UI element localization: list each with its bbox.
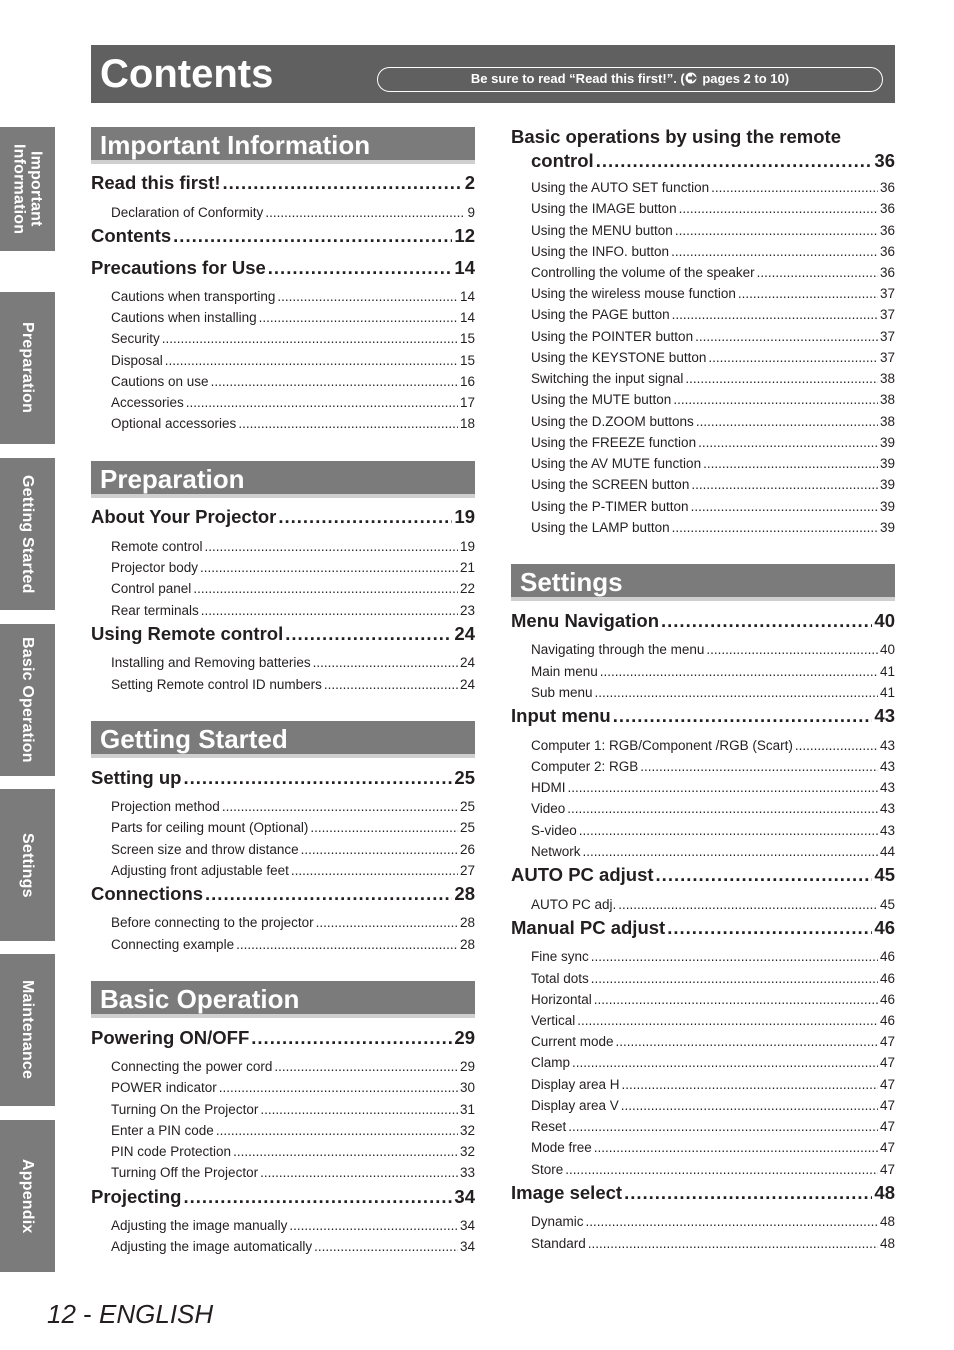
page-footer	[47, 1298, 213, 1330]
toc-entry-page: 21	[459, 560, 475, 575]
toc-subentry[interactable]	[531, 759, 895, 777]
toc-entry-title: Basic operations by using the remote	[511, 126, 841, 147]
toc-entry-title: Remote control	[111, 539, 203, 554]
toc-entry-page: 34	[459, 1239, 475, 1254]
toc-entry-page: 26	[459, 842, 475, 857]
toc-entry-title: Powering ON/OFF	[91, 1027, 250, 1048]
toc-entry-title: Sub menu	[531, 685, 593, 700]
toc-subentry[interactable]	[111, 310, 475, 328]
toc-subentry[interactable]	[111, 1080, 475, 1098]
toc-entry-setting-up[interactable]	[91, 767, 475, 791]
toc-entry-title: Video	[531, 801, 566, 816]
toc-subentry[interactable]	[111, 1102, 475, 1120]
section-header-getting-started	[91, 721, 475, 758]
toc-entry-page: 43	[879, 823, 895, 838]
toc-entry-page: 25	[454, 767, 475, 788]
toc-entry-page: 24	[454, 623, 475, 644]
toc-entry-page: 43	[879, 780, 895, 795]
toc-subentry[interactable]	[111, 842, 475, 860]
toc-subentry[interactable]	[531, 477, 895, 495]
section-title: Preparation	[100, 464, 245, 494]
toc-subentry[interactable]	[111, 863, 475, 881]
toc-entry-title: Optional accessories	[111, 416, 237, 431]
toc-entry-title: Using the FREEZE function	[531, 435, 697, 450]
toc-subentry[interactable]	[111, 331, 475, 349]
toc-entry-page: 15	[459, 331, 475, 346]
toc-entry-connections[interactable]	[91, 883, 475, 907]
toc-entry-page: 39	[879, 456, 895, 471]
toc-subentry[interactable]	[111, 353, 475, 371]
toc-subentry[interactable]	[531, 329, 895, 347]
toc-entry-page: 23	[459, 603, 475, 618]
toc-entry-contents[interactable]	[91, 225, 475, 249]
side-tab-label: Important Information	[10, 143, 45, 235]
toc-entry-title: Mode free	[531, 1140, 592, 1155]
toc-subentry[interactable]	[531, 223, 895, 241]
toc-subentry[interactable]	[531, 435, 895, 453]
side-tab-label: Getting Started	[19, 474, 36, 594]
toc-entry-page: 39	[879, 499, 895, 514]
toc-entry-page: 38	[879, 392, 895, 407]
toc-entry-title: POWER indicator	[111, 1080, 217, 1095]
toc-subentry[interactable]	[111, 1165, 475, 1183]
toc-entry-page: 46	[879, 949, 895, 964]
toc-subentry[interactable]	[111, 374, 475, 392]
toc-entry-page: 46	[879, 992, 895, 1007]
side-tab-basic-operation[interactable]	[0, 624, 55, 776]
toc-subentry[interactable]	[111, 581, 475, 599]
toc-entry-title: Fine sync	[531, 949, 589, 964]
toc-entry-title: Adjusting front adjustable feet	[111, 863, 289, 878]
toc-subentry[interactable]	[531, 307, 895, 325]
toc-entry-title: Standard	[531, 1236, 586, 1251]
toc-entry-menu-navigation[interactable]	[511, 610, 895, 634]
toc-subentry[interactable]	[531, 1162, 895, 1180]
toc-entry-title: PIN code Protection	[111, 1144, 232, 1159]
toc-entry-page: 29	[454, 1027, 475, 1048]
toc-entry-powering[interactable]	[91, 1027, 475, 1051]
toc-entry-title: Display area H	[531, 1077, 620, 1092]
toc-subentry[interactable]	[531, 1077, 895, 1095]
toc-entry-page: 36	[874, 150, 895, 171]
toc-entry-title: Using the IMAGE button	[531, 201, 677, 216]
toc-entry-title: Reset	[531, 1119, 567, 1134]
toc-entry-title: Cautions when installing	[111, 310, 257, 325]
toc-entry-title: Cautions when transporting	[111, 289, 276, 304]
toc-entry-title: Enter a PIN code	[111, 1123, 214, 1138]
toc-entry-title: Switching the input signal	[531, 371, 684, 386]
side-tab-important-information[interactable]	[0, 127, 55, 251]
toc-subentry[interactable]	[531, 350, 895, 368]
toc-entry-title: HDMI	[531, 780, 566, 795]
section-title: Basic Operation	[100, 984, 300, 1014]
toc-subentry[interactable]	[531, 201, 895, 219]
toc-subentry[interactable]	[111, 1123, 475, 1141]
toc-subentry[interactable]	[531, 371, 895, 389]
toc-subentry[interactable]	[111, 560, 475, 578]
toc-entry-page: 28	[459, 915, 475, 930]
toc-subentry[interactable]	[531, 897, 895, 915]
toc-entry-page: 37	[879, 329, 895, 344]
toc-entry-page: 41	[879, 664, 895, 679]
toc-entry-title: Using the INFO. button	[531, 244, 670, 259]
toc-entry-title: Controlling the volume of the speaker	[531, 265, 755, 280]
toc-entry-page: 32	[459, 1123, 475, 1138]
toc-entry-page: 46	[879, 1013, 895, 1028]
toc-entry-title: Current mode	[531, 1034, 614, 1049]
toc-entry-page: 36	[879, 244, 895, 259]
toc-entry-page: 18	[459, 416, 475, 431]
toc-entry-title: S-video	[531, 823, 577, 838]
toc-entry-page: 41	[879, 685, 895, 700]
read-first-note-prefix: Be sure to read “Read this first!”. (	[470, 71, 685, 86]
toc-subentry[interactable]	[531, 392, 895, 410]
toc-entry-title: AUTO PC adj.	[531, 897, 617, 912]
toc-subentry[interactable]	[111, 205, 475, 223]
toc-entry-page: 39	[879, 435, 895, 450]
toc-entry-title: Accessories	[111, 395, 184, 410]
toc-entry-read-this-first[interactable]	[91, 172, 475, 196]
toc-entry-manual-pc-adjust[interactable]	[511, 917, 895, 941]
toc-entry-title: Clamp	[531, 1055, 571, 1070]
toc-subentry[interactable]	[111, 416, 475, 434]
toc-subentry[interactable]	[111, 820, 475, 838]
toc-entry-page: 37	[879, 286, 895, 301]
toc-subentry[interactable]	[531, 780, 895, 798]
toc-entry-title: Setting up	[91, 767, 182, 788]
toc-subentry[interactable]	[111, 1218, 475, 1236]
toc-entry-page: 47	[879, 1162, 895, 1177]
side-tab-label: Appendix	[19, 1158, 36, 1234]
section-header-basic-operation	[91, 981, 475, 1018]
toc-subentry[interactable]	[531, 1236, 895, 1254]
toc-entry-page: 12	[454, 225, 475, 246]
section-header-settings	[511, 564, 895, 601]
toc-entry-title: Computer 1: RGB/Component /RGB (Scart)	[531, 738, 793, 753]
toc-entry-basic-remote-operations[interactable]	[511, 125, 895, 173]
toc-entry-page: 24	[459, 677, 475, 692]
toc-subentry[interactable]	[531, 1055, 895, 1073]
toc-entry-page: 15	[459, 353, 475, 368]
toc-entry-page: 32	[459, 1144, 475, 1159]
toc-subentry[interactable]	[531, 286, 895, 304]
side-tab-getting-started[interactable]	[0, 458, 55, 610]
toc-subentry[interactable]	[111, 677, 475, 695]
toc-entry-title: Using the D.ZOOM buttons	[531, 414, 694, 429]
toc-subentry[interactable]	[111, 539, 475, 557]
toc-entry-page: 40	[879, 642, 895, 657]
toc-entry-page: 38	[879, 371, 895, 386]
toc-subentry[interactable]	[531, 499, 895, 517]
toc-subentry[interactable]	[531, 685, 895, 703]
toc-entry-title: Image select	[511, 1182, 623, 1203]
toc-subentry[interactable]	[531, 844, 895, 862]
toc-entry-title: Using the MUTE button	[531, 392, 672, 407]
toc-subentry[interactable]	[111, 289, 475, 307]
toc-entry-title: Declaration of Conformity	[111, 205, 264, 220]
toc-entry-title: Connecting the power cord	[111, 1059, 273, 1074]
toc-entry-title: Store	[531, 1162, 564, 1177]
toc-entry-title: Precautions for Use	[91, 257, 266, 278]
toc-entry-page: 33	[459, 1165, 475, 1180]
toc-entry-page: 29	[459, 1059, 475, 1074]
toc-entry-page: 48	[879, 1214, 895, 1229]
toc-entry-page: 28	[454, 883, 475, 904]
toc-entry-title: Using the AUTO SET function	[531, 180, 710, 195]
toc-entry-title: Before connecting to the projector	[111, 915, 314, 930]
toc-entry-page: 2	[464, 172, 475, 193]
toc-subentry[interactable]	[531, 180, 895, 198]
toc-entry-page: 45	[879, 897, 895, 912]
toc-entry-about-projector[interactable]	[91, 506, 475, 530]
toc-entry-title: Menu Navigation	[511, 610, 660, 631]
toc-entry-title: Parts for ceiling mount (Optional)	[111, 820, 309, 835]
toc-subentry[interactable]	[531, 664, 895, 682]
toc-subentry[interactable]	[531, 992, 895, 1010]
toc-entry-page: 47	[879, 1077, 895, 1092]
toc-entry-title: Display area V	[531, 1098, 619, 1113]
toc-subentry[interactable]	[111, 1144, 475, 1162]
toc-entry-title: Security	[111, 331, 160, 346]
side-tab-preparation[interactable]	[0, 292, 55, 444]
toc-subentry[interactable]	[531, 1140, 895, 1158]
toc-entry-title: Disposal	[111, 353, 163, 368]
toc-entry-page: 48	[874, 1182, 895, 1203]
toc-entry-title: Manual PC adjust	[511, 917, 666, 938]
toc-entry-title: Using the wireless mouse function	[531, 286, 736, 301]
toc-entry-page: 43	[879, 801, 895, 816]
side-tab-label: Maintenance	[19, 980, 36, 1080]
toc-entry-title: Projector body	[111, 560, 199, 575]
header-bar	[91, 45, 895, 103]
toc-subentry[interactable]	[111, 799, 475, 817]
toc-subentry[interactable]	[111, 937, 475, 955]
toc-entry-page: 36	[879, 201, 895, 216]
toc-subentry[interactable]	[531, 949, 895, 967]
toc-entry-page: 45	[874, 864, 895, 885]
toc-entry-page: 31	[459, 1102, 475, 1117]
toc-subentry[interactable]	[111, 655, 475, 673]
page-title: Contents	[100, 52, 274, 96]
toc-entry-page: 19	[454, 506, 475, 527]
toc-entry-page: 39	[879, 477, 895, 492]
toc-entry-page: 43	[874, 705, 895, 726]
toc-entry-page: 47	[879, 1034, 895, 1049]
toc-entry-page: 44	[879, 844, 895, 859]
read-first-note-suffix: pages 2 to 10)	[698, 71, 790, 86]
toc-entry-title: Dynamic	[531, 1214, 584, 1229]
toc-subentry[interactable]	[531, 1098, 895, 1116]
toc-entry-page: 43	[879, 759, 895, 774]
toc-subentry[interactable]	[531, 642, 895, 660]
section-title: Settings	[520, 567, 623, 597]
toc-entry-page: 48	[879, 1236, 895, 1251]
toc-entry-page: 47	[879, 1098, 895, 1113]
read-first-note[interactable]	[377, 67, 883, 92]
side-tab-maintenance[interactable]	[0, 954, 55, 1106]
toc-entry-page: 22	[459, 581, 475, 596]
toc-entry-title: Projecting	[91, 1186, 182, 1207]
toc-entry-title-continued: control	[531, 150, 594, 171]
toc-entry-page: 38	[879, 414, 895, 429]
toc-entry-page: 14	[459, 289, 475, 304]
side-tab-appendix[interactable]	[0, 1120, 55, 1272]
toc-entry-input-menu[interactable]	[511, 705, 895, 729]
toc-entry-title: Vertical	[531, 1013, 576, 1028]
toc-entry-page: 30	[459, 1080, 475, 1095]
footer-separator: -	[75, 1299, 100, 1329]
toc-subentry[interactable]	[531, 971, 895, 989]
toc-entry-title: Screen size and throw distance	[111, 842, 299, 857]
side-tab-settings[interactable]	[0, 789, 55, 941]
toc-entry-title: Adjusting the image manually	[111, 1218, 288, 1233]
toc-entry-page: 37	[879, 350, 895, 365]
toc-entry-title: Turning On the Projector	[111, 1102, 259, 1117]
toc-entry-auto-pc-adjust[interactable]	[511, 864, 895, 888]
toc-entry-title: Rear terminals	[111, 603, 199, 618]
toc-subentry[interactable]	[531, 1013, 895, 1031]
toc-entry-projecting[interactable]	[91, 1186, 475, 1210]
toc-entry-page: 17	[459, 395, 475, 410]
toc-entry-title: Adjusting the image automatically	[111, 1239, 313, 1254]
toc-subentry[interactable]	[111, 395, 475, 413]
toc-entry-title: Read this first!	[91, 172, 221, 193]
page-number: 12	[47, 1299, 76, 1329]
toc-entry-page: 36	[879, 180, 895, 195]
toc-subentry[interactable]	[531, 520, 895, 538]
section-title: Important Information	[100, 130, 371, 160]
toc-subentry[interactable]	[531, 414, 895, 432]
toc-entry-image-select[interactable]	[511, 1182, 895, 1206]
toc-entry-title: AUTO PC adjust	[511, 864, 654, 885]
toc-entry-page: 37	[879, 307, 895, 322]
toc-entry-title: Cautions on use	[111, 374, 209, 389]
toc-subentry[interactable]	[531, 801, 895, 819]
toc-entry-page: 47	[879, 1119, 895, 1134]
toc-entry-page: 46	[879, 971, 895, 986]
toc-entry-page: 36	[879, 265, 895, 280]
toc-entry-page: 47	[879, 1140, 895, 1155]
toc-entry-page: 39	[879, 520, 895, 535]
toc-entry-page: 27	[459, 863, 475, 878]
toc-entry-page: 28	[459, 937, 475, 952]
toc-entry-title: About Your Projector	[91, 506, 277, 527]
toc-entry-title: Projection method	[111, 799, 220, 814]
toc-subentry[interactable]	[111, 603, 475, 621]
toc-entry-title: Using the LAMP button	[531, 520, 670, 535]
toc-entry-title: Using the POINTER button	[531, 329, 694, 344]
toc-entry-title: Total dots	[531, 971, 589, 986]
toc-entry-title: Using the AV MUTE function	[531, 456, 702, 471]
side-tab-label: Settings	[19, 832, 36, 898]
toc-entry-page: 25	[459, 799, 475, 814]
toc-entry-title: Navigating through the menu	[531, 642, 705, 657]
toc-entry-precautions[interactable]	[91, 257, 475, 281]
toc-subentry[interactable]	[531, 1214, 895, 1232]
toc-entry-page: 24	[459, 655, 475, 670]
toc-entry-title: Installing and Removing batteries	[111, 655, 311, 670]
toc-entry-page: 9	[467, 205, 475, 220]
toc-subentry[interactable]	[531, 823, 895, 841]
toc-subentry[interactable]	[531, 456, 895, 474]
section-header-important-information	[91, 127, 475, 164]
toc-entry-title: Turning Off the Projector	[111, 1165, 259, 1180]
toc-entry-title: Input menu	[511, 705, 611, 726]
toc-entry-title: Horizontal	[531, 992, 592, 1007]
toc-entry-using-remote[interactable]	[91, 623, 475, 647]
toc-subentry[interactable]	[531, 1034, 895, 1052]
toc-entry-title: Using the KEYSTONE button	[531, 350, 707, 365]
arrow-right-icon	[685, 72, 699, 84]
side-tab-label: Preparation	[19, 322, 36, 414]
toc-entry-title: Using the MENU button	[531, 223, 673, 238]
toc-subentry[interactable]	[531, 738, 895, 756]
toc-entry-page: 46	[874, 917, 895, 938]
toc-entry-page: 34	[454, 1186, 475, 1207]
toc-entry-title: Control panel	[111, 581, 192, 596]
toc-entry-title: Setting Remote control ID numbers	[111, 677, 322, 692]
toc-subentry[interactable]	[531, 265, 895, 283]
toc-entry-page: 14	[454, 257, 475, 278]
section-title: Getting Started	[100, 724, 288, 754]
toc-entry-page: 43	[879, 738, 895, 753]
toc-subentry[interactable]	[531, 244, 895, 262]
toc-entry-title: Network	[531, 844, 581, 859]
toc-entry-title: Using the P-TIMER button	[531, 499, 689, 514]
toc-entry-page: 47	[879, 1055, 895, 1070]
footer-language: ENGLISH	[99, 1299, 214, 1329]
toc-entry-title: Connections	[91, 883, 204, 904]
toc-subentry[interactable]	[111, 915, 475, 933]
toc-entry-page: 14	[459, 310, 475, 325]
toc-entry-title: Contents	[91, 225, 172, 246]
toc-entry-title: Using the SCREEN button	[531, 477, 690, 492]
toc-entry-page: 36	[879, 223, 895, 238]
toc-subentry[interactable]	[531, 1119, 895, 1137]
section-header-preparation	[91, 461, 475, 498]
toc-subentry[interactable]	[111, 1059, 475, 1077]
toc-entry-page: 25	[459, 820, 475, 835]
toc-entry-title: Computer 2: RGB	[531, 759, 639, 774]
toc-entry-page: 40	[874, 610, 895, 631]
toc-entry-page: 16	[459, 374, 475, 389]
toc-subentry[interactable]	[111, 1239, 475, 1257]
toc-entry-title: Using Remote control	[91, 623, 284, 644]
side-tab-label: Basic Operation	[19, 637, 36, 763]
toc-entry-title: Connecting example	[111, 937, 235, 952]
toc-entry-page: 34	[459, 1218, 475, 1233]
toc-entry-title: Using the PAGE button	[531, 307, 670, 322]
toc-entry-title: Main menu	[531, 664, 598, 679]
toc-entry-page: 19	[459, 539, 475, 554]
